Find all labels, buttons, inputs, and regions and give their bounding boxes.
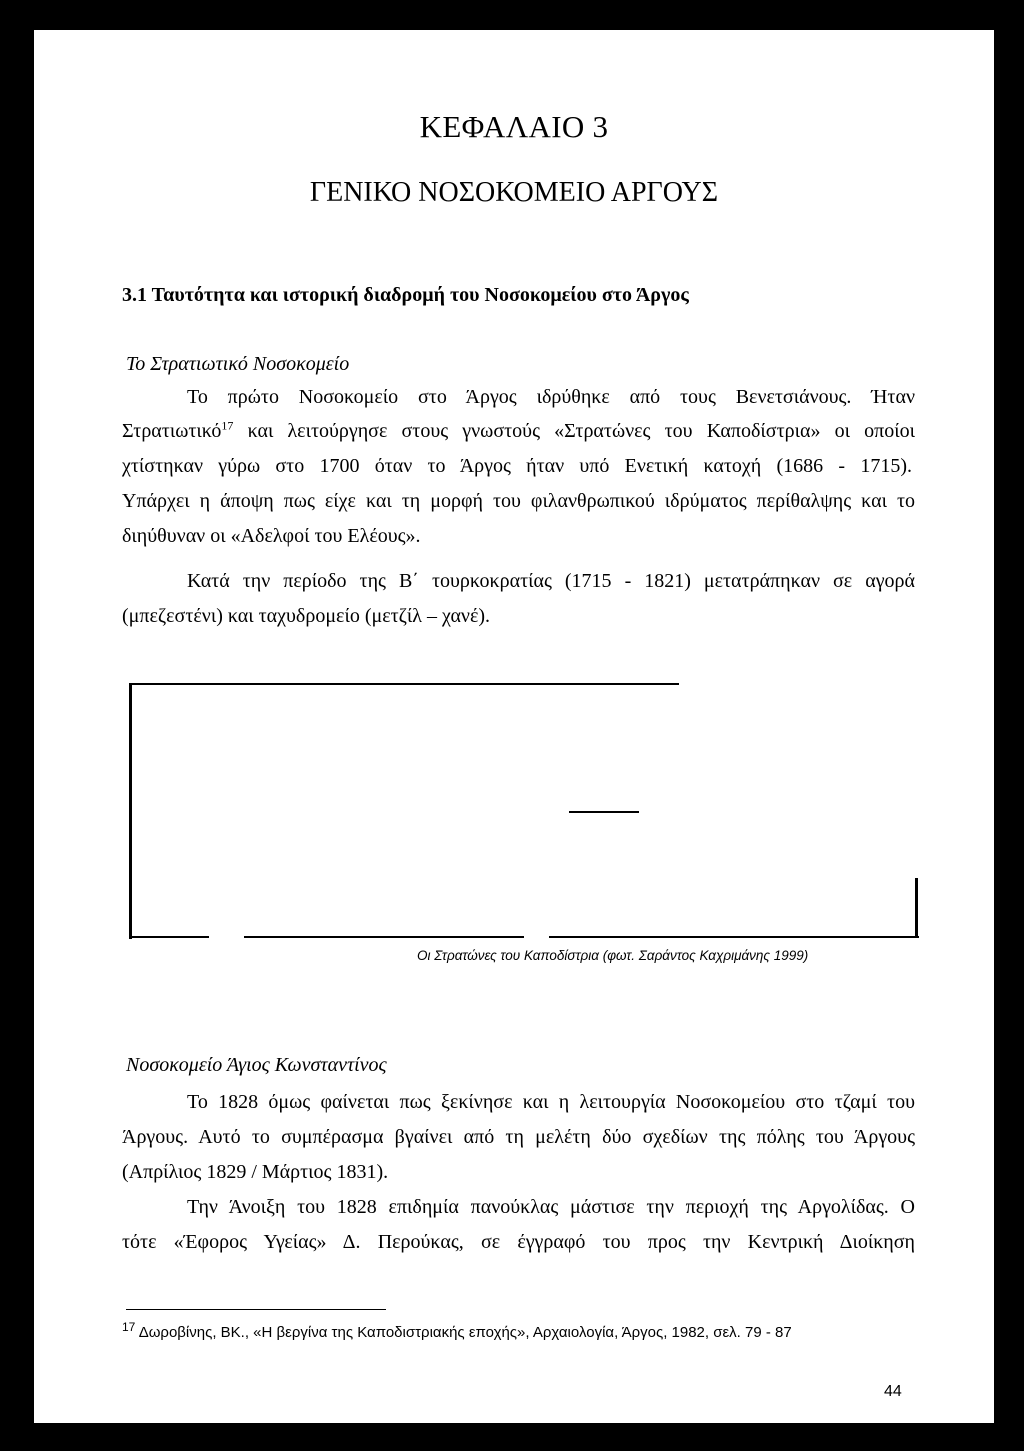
section-heading: 3.1 Ταυτότητα και ιστορική διαδρομή του Νοσοκομείου στο Άργος [122, 284, 689, 306]
paragraph-2-line-2: (μπεζεστένι) και ταχυδρομείο (μετζίλ – χανέ). [122, 605, 491, 627]
chapter-title: ΓΕΝΙΚΟ ΝΟΣΟΚΟΜΕΙΟ ΑΡΓΟΥΣ [309, 177, 719, 208]
photo-frame-bottom-edge [129, 936, 209, 938]
paragraph-1-line-4: Υπάρχει η άποψη πως είχε και τη μορφή του φιλανθρωπικού ιδρύματος περίθαλψης και το [122, 490, 915, 512]
photo-frame-top-edge [129, 683, 679, 685]
photo-caption: Οι Στρατώνες του Καποδίστρια (φωτ. Σαράντος Καχριμάνης 1999) [417, 948, 809, 963]
photo-frame-right-edge [915, 878, 918, 938]
page-number: 44 [884, 1383, 902, 1400]
photo-inner-mark [569, 811, 639, 813]
text-military: Στρατιωτικό [122, 420, 222, 442]
photo-frame-bottom-edge [549, 936, 919, 938]
photo-frame-left-edge [129, 683, 132, 939]
paragraph-1-line-1: Το πρώτο Νοσοκομείο στο Άργος ιδρύθηκε από τους Βενετσιάνους. Ήταν [187, 386, 915, 408]
footnote-separator [126, 1309, 386, 1310]
paragraph-2-line-1: Κατά την περίοδο της Β΄ τουρκοκρατίας (1715 - 1821) μετατράπηκαν σε αγορά [187, 570, 915, 592]
paragraph-1-line-2 [122, 420, 915, 443]
footnote-text: Δωροβίνης, ΒΚ., «Η βεργίνα της Καποδιστριακής εποχής», Αρχαιολογία, Άργος, 1982, σελ. 79 - 87 [135, 1324, 792, 1341]
paragraph-3-line-3: (Απρίλιος 1829 / Μάρτιος 1831). [122, 1161, 389, 1183]
footnote-ref-17: 17 [221, 418, 234, 433]
paragraph-4-line-1: Την Άνοιξη του 1828 επιδημία πανούκλας μάστισε την περιοχή της Αργολίδας. Ο [187, 1196, 915, 1218]
paragraph-1-line-5: διηύθυναν οι «Αδελφοί του Ελέους». [122, 525, 421, 547]
paragraph-3-line-2: Άργους. Αυτό το συμπέρασμα βγαίνει από τη μελέτη δύο σχεδίων της πόλης του Άργους [122, 1126, 915, 1148]
footnote-17 [122, 1320, 792, 1341]
footnote-number: 17 [122, 1320, 136, 1334]
subsection-heading-agios-konstantinos: Νοσοκομείο Άγιος Κωνσταντίνος [126, 1054, 387, 1076]
paragraph-1-line-3: χτίστηκαν γύρω στο 1700 όταν το Άργος ήταν υπό Ενετική κατοχή (1686 - 1715). [122, 455, 912, 477]
paragraph-3-line-1: Το 1828 όμως φαίνεται πως ξεκίνησε και η λειτουργία Νοσοκομείου στο τζαμί του [187, 1091, 915, 1113]
subsection-heading-military-hospital: Το Στρατιωτικό Νοσοκομείο [126, 353, 350, 375]
photo-frame-bottom-edge [244, 936, 524, 938]
chapter-heading: ΚΕΦΑΛΑΙΟ 3 [419, 109, 609, 144]
text-barracks: και λειτούργησε στους γνωστούς «Στρατώνες του Καποδίστρια» οι οποίοι [233, 420, 915, 442]
document-page [34, 30, 994, 1423]
paragraph-4-line-2: τότε «Έφορος Υγείας» Δ. Περούκας, σε έγγραφό του προς την Κεντρική Διοίκηση [122, 1231, 915, 1253]
